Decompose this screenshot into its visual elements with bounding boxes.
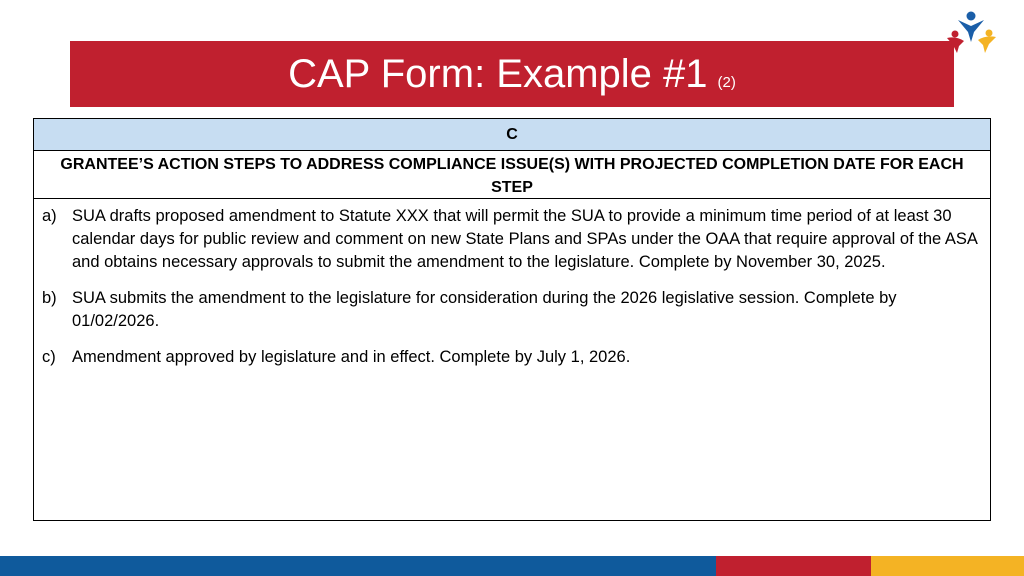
column-heading: GRANTEE’S ACTION STEPS TO ADDRESS COMPLIANCE ISSUE(S) WITH PROJECTED COMPLETION DATE FOR EACH STEP (34, 151, 990, 199)
step-marker: c) (42, 348, 56, 366)
footer-blue-segment (0, 556, 716, 576)
action-step-c (42, 346, 982, 369)
step-text: SUA drafts proposed amendment to Statute XXX that will permit the SUA to provide a minimum time period of at least 30 calendar days for public review and comment on new State Plans and SPAs under the OAA that require approval of the ASA and obtains necessary approvals to submit the amendment to the legislature. Complete by November 30, 2025. (72, 207, 977, 271)
action-step-a (42, 205, 982, 274)
column-letter-header: C (34, 119, 990, 151)
title-bar (70, 41, 954, 107)
slide-title-suffix: (2) (717, 73, 736, 91)
cap-form-table (33, 118, 991, 521)
action-steps-list (34, 199, 990, 369)
action-step-b (42, 287, 982, 333)
footer-color-band (0, 556, 1024, 576)
step-marker: a) (42, 207, 57, 225)
slide-title: CAP Form: Example #1 (288, 52, 708, 96)
footer-red-segment (716, 556, 871, 576)
step-marker: b) (42, 289, 57, 307)
step-text: SUA submits the amendment to the legislature for consideration during the 2026 legislative session. Complete by 01/02/2026. (72, 289, 897, 330)
footer-gold-segment (871, 556, 1024, 576)
step-text: Amendment approved by legislature and in effect. Complete by July 1, 2026. (72, 348, 631, 366)
